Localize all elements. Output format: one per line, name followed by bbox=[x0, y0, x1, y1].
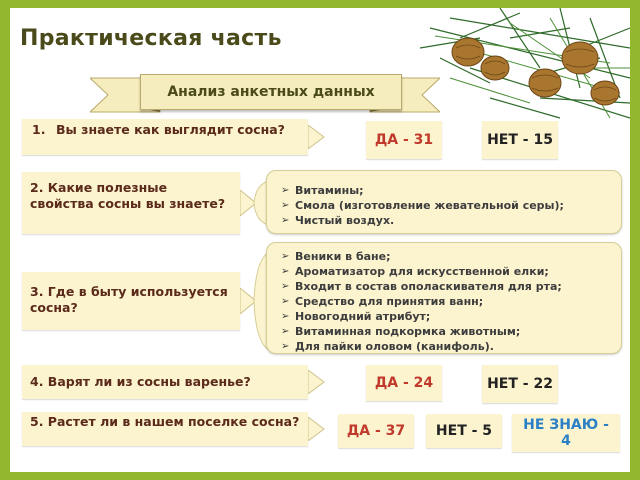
q5-yes-answer: ДА - 37 bbox=[338, 414, 414, 448]
q5-no-answer: НЕТ - 5 bbox=[426, 414, 502, 448]
question-5 bbox=[22, 412, 308, 446]
q3-answers-list bbox=[281, 249, 613, 354]
page-title: Практическая часть bbox=[20, 26, 282, 51]
arrow-right-icon bbox=[308, 370, 326, 394]
list-item: ➢ Витамины; bbox=[281, 183, 613, 198]
slide-panel bbox=[10, 8, 630, 472]
list-item: ➢ Входит в состав ополаскивателя для рта; bbox=[281, 279, 613, 294]
question-3 bbox=[22, 272, 240, 330]
list-item: ➢ Для пайки оловом (канифоль). bbox=[281, 339, 613, 354]
q2-answers-box bbox=[266, 170, 622, 234]
question-4-text: 4. Варят ли из сосны варенье? bbox=[30, 374, 251, 389]
arrow-right-icon bbox=[308, 417, 326, 441]
q1-yes-answer: ДА - 31 bbox=[366, 121, 442, 159]
banner-ribbon bbox=[90, 64, 440, 122]
list-item: ➢ Чистый воздух. bbox=[281, 213, 613, 228]
list-item: ➢ Смола (изготовление жевательной серы); bbox=[281, 198, 613, 213]
list-item: ➢ Витаминная подкормка животным; bbox=[281, 324, 613, 339]
question-3-text: 3. Где в быту используется сосна? bbox=[30, 284, 228, 315]
question-4 bbox=[22, 365, 308, 399]
q3-answers-box bbox=[266, 242, 622, 354]
banner-title: Анализ анкетных данных bbox=[140, 74, 402, 110]
q5-dont-know-answer: НЕ ЗНАЮ - 4 bbox=[512, 414, 620, 452]
question-2 bbox=[22, 172, 240, 234]
question-1-number: 1. bbox=[32, 122, 46, 137]
q1-no-answer: НЕТ - 15 bbox=[482, 121, 558, 159]
list-item: ➢ Ароматизатор для искусственной елки; bbox=[281, 264, 613, 279]
question-5-text: 5. Растет ли в нашем поселке сосна? bbox=[30, 414, 300, 429]
question-2-text: 2. Какие полезные свойства сосны вы знаете? bbox=[30, 180, 226, 211]
q2-answers-list bbox=[281, 183, 613, 228]
question-1-text: Вы знаете как выглядит сосна? bbox=[56, 122, 285, 137]
list-item: ➢ Веники в бане; bbox=[281, 249, 613, 264]
list-item: ➢ Новогодний атрибут; bbox=[281, 309, 613, 324]
question-1 bbox=[22, 119, 308, 155]
list-item: ➢ Средство для принятия ванн; bbox=[281, 294, 613, 309]
arrow-right-icon bbox=[308, 125, 326, 149]
q4-no-answer: НЕТ - 22 bbox=[482, 365, 558, 403]
q4-yes-answer: ДА - 24 bbox=[366, 365, 442, 401]
